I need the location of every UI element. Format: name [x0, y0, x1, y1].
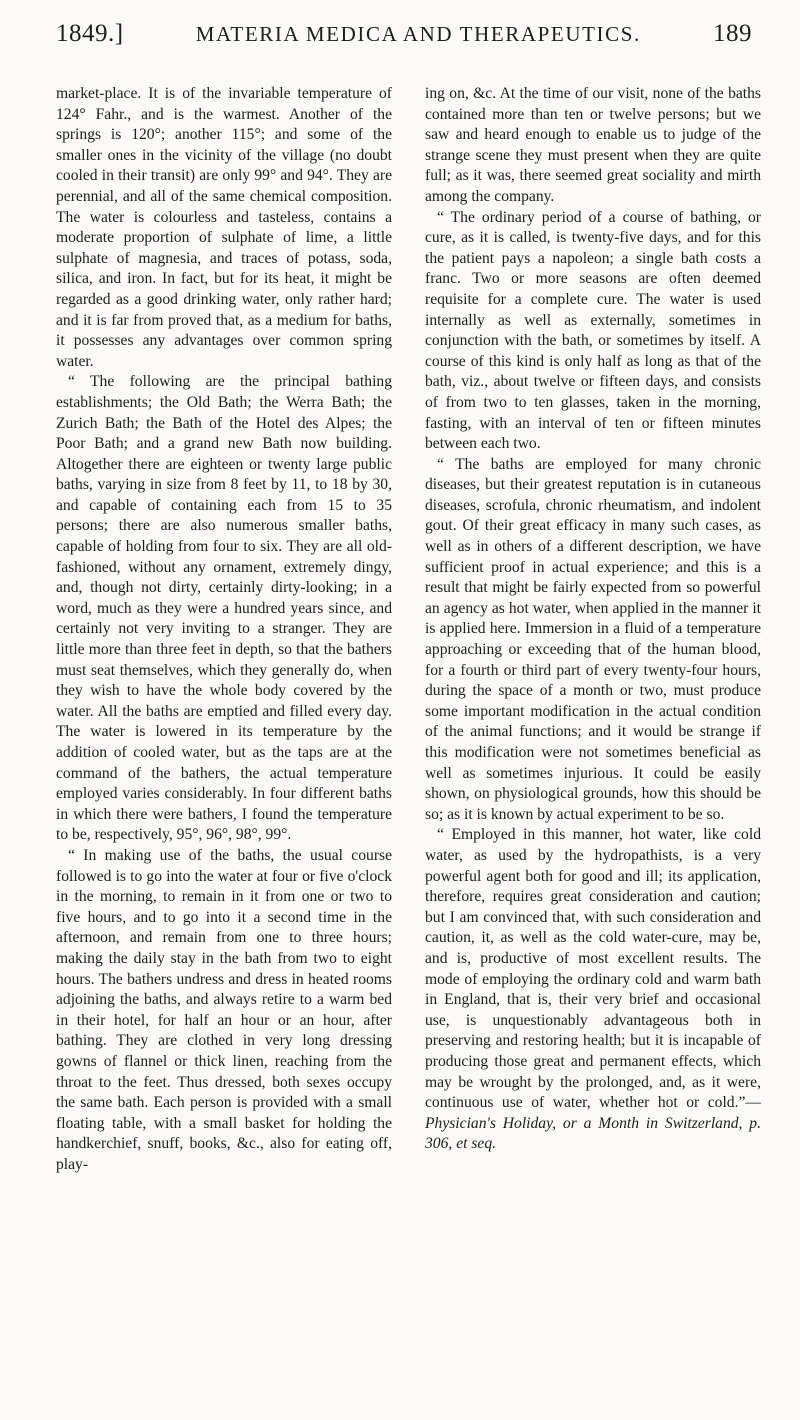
- paragraph: [425, 825, 761, 1155]
- header-year: 1849.]: [56, 20, 124, 47]
- right-column: [425, 84, 761, 1155]
- paragraph: “ In making use of the baths, the usual course followed is to go into the water at four or five o'clock in the morning, to remain in it from one or two to five hours, and to go into it a second time in the afternoon, and remain from one to three hours; making the daily stay in the bath from two to eight hours. The bathers undress and dress in heated rooms adjoining the baths, and always retire to a warm bed in their hotel, for half an hour or an hour, after bathing. They are clothed in very long dressing gowns of flannel or thick linen, reaching from the throat to the feet. Thus dressed, both sexes occupy the same bath. Each person is provided with a small floating table, with a small basket for holding the handkerchief, snuff, books, &c., also for eating off, play-: [56, 846, 392, 1173]
- citation: Physician's Holiday, or a Month in Switzerland, p. 306, et seq.: [425, 1114, 761, 1153]
- page-number: 189: [712, 20, 752, 47]
- left-column: [56, 84, 392, 1175]
- header-title: MATERIA MEDICA AND THERAPEUTICS.: [195, 22, 641, 46]
- quote-text: “ Employed in this manner, hot water, like cold water, as used by the hydropathists, is a very powerful agent both for good and ill; its application, therefore, requires great consideration and caution; but I am convinced that, with such consideration and caution, it, as well as the cold water-cure, may be, and is, productive of most excellent results. The mode of employing the ordinary cold and warm bath in England, that is, their very brief and occasional use, is unquestionably advantageous both in preserving and restoring health; but it is incapable of producing those great and permanent effects, which may be wrought by the prolonged, and, as it were, continuous use of water, whether hot or cold.”—: [425, 826, 761, 1112]
- running-header: [56, 20, 752, 60]
- paragraph: “ The ordinary period of a course of bathing, or cure, as it is called, is twenty-five days, and for this the patient pays a napoleon; a single bath costs a franc. Two or more seasons are often deemed requisite for a complete cure. The water is used internally as well as externally, sometimes in conjunction with the bath, or sometimes by itself. A course of this kind is only half as long as that of the bath, viz., about twelve or fifteen days, and consists of from two to ten glasses, taken in the morning, fasting, with an interval of ten or fifteen minutes between each two.: [425, 208, 761, 453]
- paragraph: “ The baths are employed for many chronic diseases, but their greatest reputation is in cutaneous diseases, scrofula, chronic rheumatism, and indolent gout. Of their great efficacy in many such cases, as well as in others of a different description, we have sufficient proof in actual experience; and this is a result that might be fairly expected from so powerful an agency as hot water, when applied in the manner it is applied here. Immersion in a fluid of a temperature approaching or exceeding that of the human blood, for a fourth or third part of every twenty-four hours, during the space of a month or two, must produce some important modification in the actual condition of the animal functions; and it would be strange if this modification were not sometimes beneficial as well as sometimes injurious. It could be easily shown, on physiological grounds, how this should be so; as it is known by actual experiment to be so.: [425, 455, 761, 823]
- paragraph: “ The following are the principal bathing establishments; the Old Bath; the Werra Bath; the Zurich Bath; the Bath of the Hotel des Alpes; the Poor Bath; and a grand new Bath now building. Altogether there are eighteen or twenty large public baths, varying in size from 8 feet by 11, to 18 by 30, and capable of containing each from 15 to 35 persons; there are also numerous smaller baths, capable of holding from four to six. They are all old-fashioned, without any ornament, extremely dingy, and, though not dirty, certainly dirty-looking; in a word, much as they were a hundred years since, and certainly not very inviting to a stranger. They are little more than three feet in depth, so that the bathers must seat themselves, which they generally do, when they wish to have the whole body covered by the water. All the baths are emptied and filled every day. The water is lowered in its temperature by the addition of cooled water, but as the taps are at the command of the bathers, the actual temperature employed varies considerably. In four different baths in which there were bathers, I found the temperature to be, respectively, 95°, 96°, 98°, 99°.: [56, 373, 392, 844]
- paragraph: market-place. It is of the invariable temperature of 124° Fahr., and is the warmest. Another of the springs is 120°; another 115°; and some of the smaller ones in the vicinity of the village (no doubt cooled in their transit) are only 99° and 94°. They are perennial, and all of the same chemical composition. The water is colourless and tasteless, contains a moderate proportion of sulphate of lime, a little sulphate of magnesia, and traces of potass, soda, silica, and iron. In fact, but for its heat, it might be regarded as a good drinking water, only rather hard; and it is far from proved that, as a medium for baths, it possesses any advantages over common spring water.: [56, 85, 392, 370]
- paragraph: ing on, &c. At the time of our visit, none of the baths contained more than ten or twelve persons; but we saw and heard enough to enable us to judge of the strange scene they must present when they are quite full; as it was, there seemed great sociality and mirth among the company.: [425, 85, 761, 205]
